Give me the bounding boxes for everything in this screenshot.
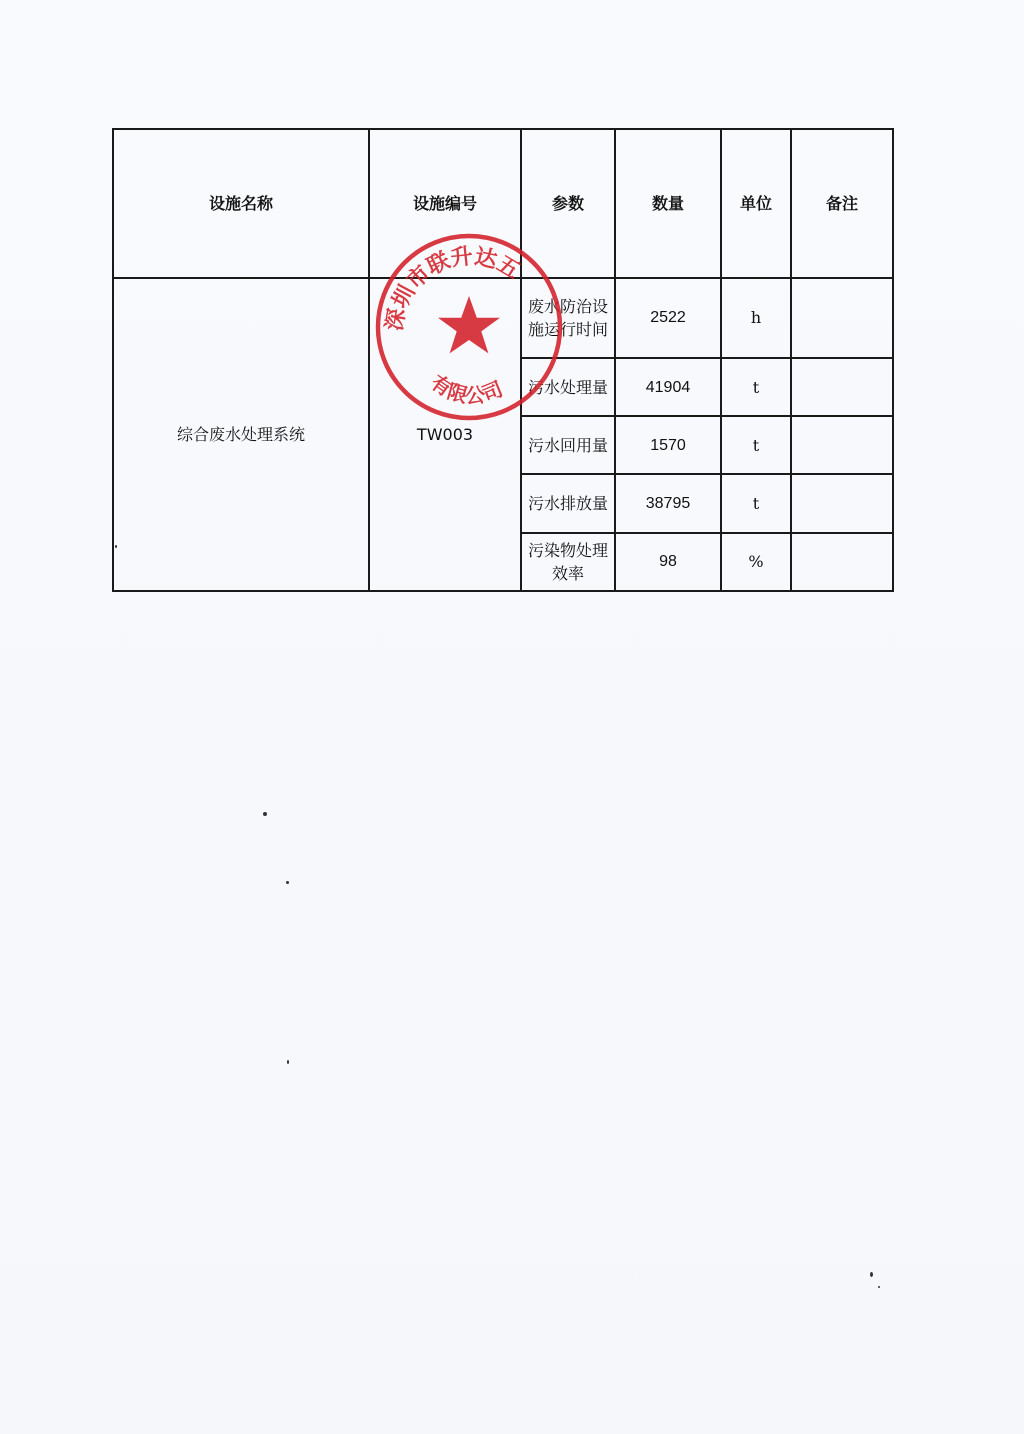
parameter-cell: 废水防治设施运行时间 xyxy=(521,278,615,358)
table-header-row xyxy=(113,129,893,278)
parameter-cell: 污染物处理效率 xyxy=(521,533,615,591)
header-remarks: 备注 xyxy=(791,129,893,278)
unit-cell: h xyxy=(721,278,791,358)
unit-cell: % xyxy=(721,533,791,591)
parameter-cell: 污水回用量 xyxy=(521,416,615,474)
facility-name-cell: 综合废水处理系统 xyxy=(113,278,369,591)
remarks-cell xyxy=(791,533,893,591)
facility-table xyxy=(112,128,894,592)
quantity-cell: 1570 xyxy=(615,416,721,474)
facility-table-wrapper xyxy=(112,128,892,592)
quantity-cell: 2522 xyxy=(615,278,721,358)
seal-top-text: 深圳市联升达五 xyxy=(381,243,525,333)
header-quantity: 数量 xyxy=(615,129,721,278)
remarks-cell xyxy=(791,358,893,416)
parameter-cell: 污水处理量 xyxy=(521,358,615,416)
parameter-cell: 污水排放量 xyxy=(521,474,615,532)
seal-bottom-text: 有限公司 xyxy=(426,370,507,408)
header-parameter: 参数 xyxy=(521,129,615,278)
quantity-cell: 38795 xyxy=(615,474,721,532)
header-facility-code: 设施编号 xyxy=(369,129,521,278)
remarks-cell xyxy=(791,474,893,532)
remarks-cell xyxy=(791,416,893,474)
header-facility-name: 设施名称 xyxy=(113,129,369,278)
quantity-cell: 98 xyxy=(615,533,721,591)
facility-code-cell: TW003 xyxy=(369,278,521,591)
unit-cell: t xyxy=(721,358,791,416)
header-unit: 单位 xyxy=(721,129,791,278)
remarks-cell xyxy=(791,278,893,358)
table-row xyxy=(113,278,893,358)
unit-cell: t xyxy=(721,416,791,474)
quantity-cell: 41904 xyxy=(615,358,721,416)
unit-cell: t xyxy=(721,474,791,532)
